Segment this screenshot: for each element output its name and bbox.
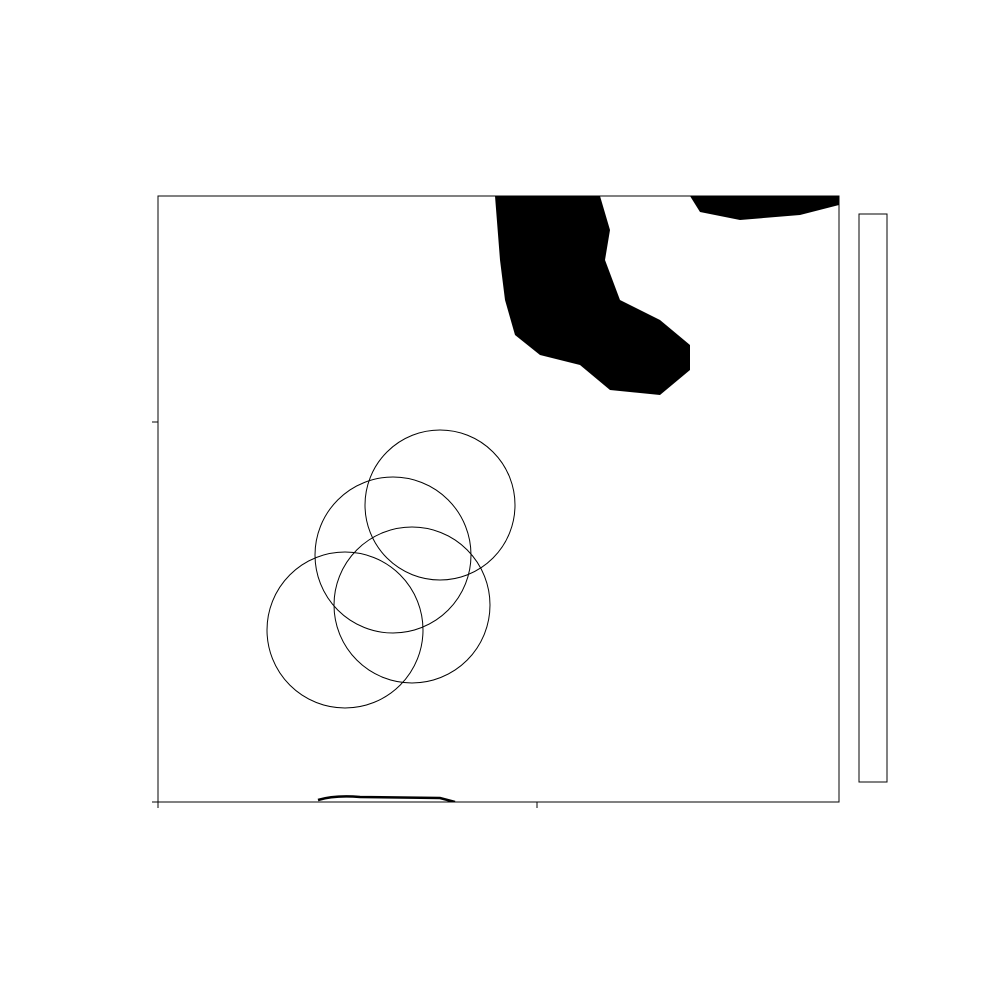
colorbar-border — [859, 214, 887, 782]
plot-area — [158, 196, 839, 802]
